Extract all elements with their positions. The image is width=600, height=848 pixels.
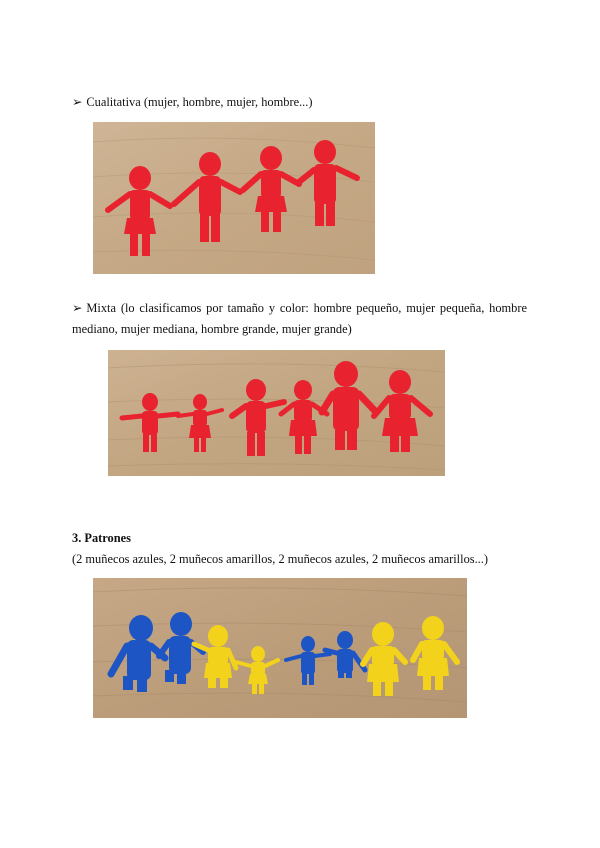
mixed-paragraph	[72, 298, 527, 340]
photo-red-figures-mixed	[108, 350, 445, 476]
qualitative-line	[72, 95, 313, 109]
photo-red-figures-qualitative	[93, 122, 375, 274]
mixed-text: Mixta (lo clasificamos por tamaño y color: hombre pequeño, mujer pequeña, hombre mediano, mujer mediana, hombre grande, mujer grande)	[72, 301, 527, 336]
pattern-text: (2 muñecos azules, 2 muñecos amarillos, 2 muñecos azules, 2 muñecos amarillos...)	[72, 552, 489, 566]
section-heading: 3. Patrones	[72, 531, 131, 545]
qualitative-text: Cualitativa (mujer, hombre, mujer, hombre...)	[86, 95, 313, 109]
bullet-icon: ➢	[72, 301, 83, 315]
photo-color-pattern	[93, 578, 467, 718]
bullet-icon: ➢	[72, 95, 83, 109]
